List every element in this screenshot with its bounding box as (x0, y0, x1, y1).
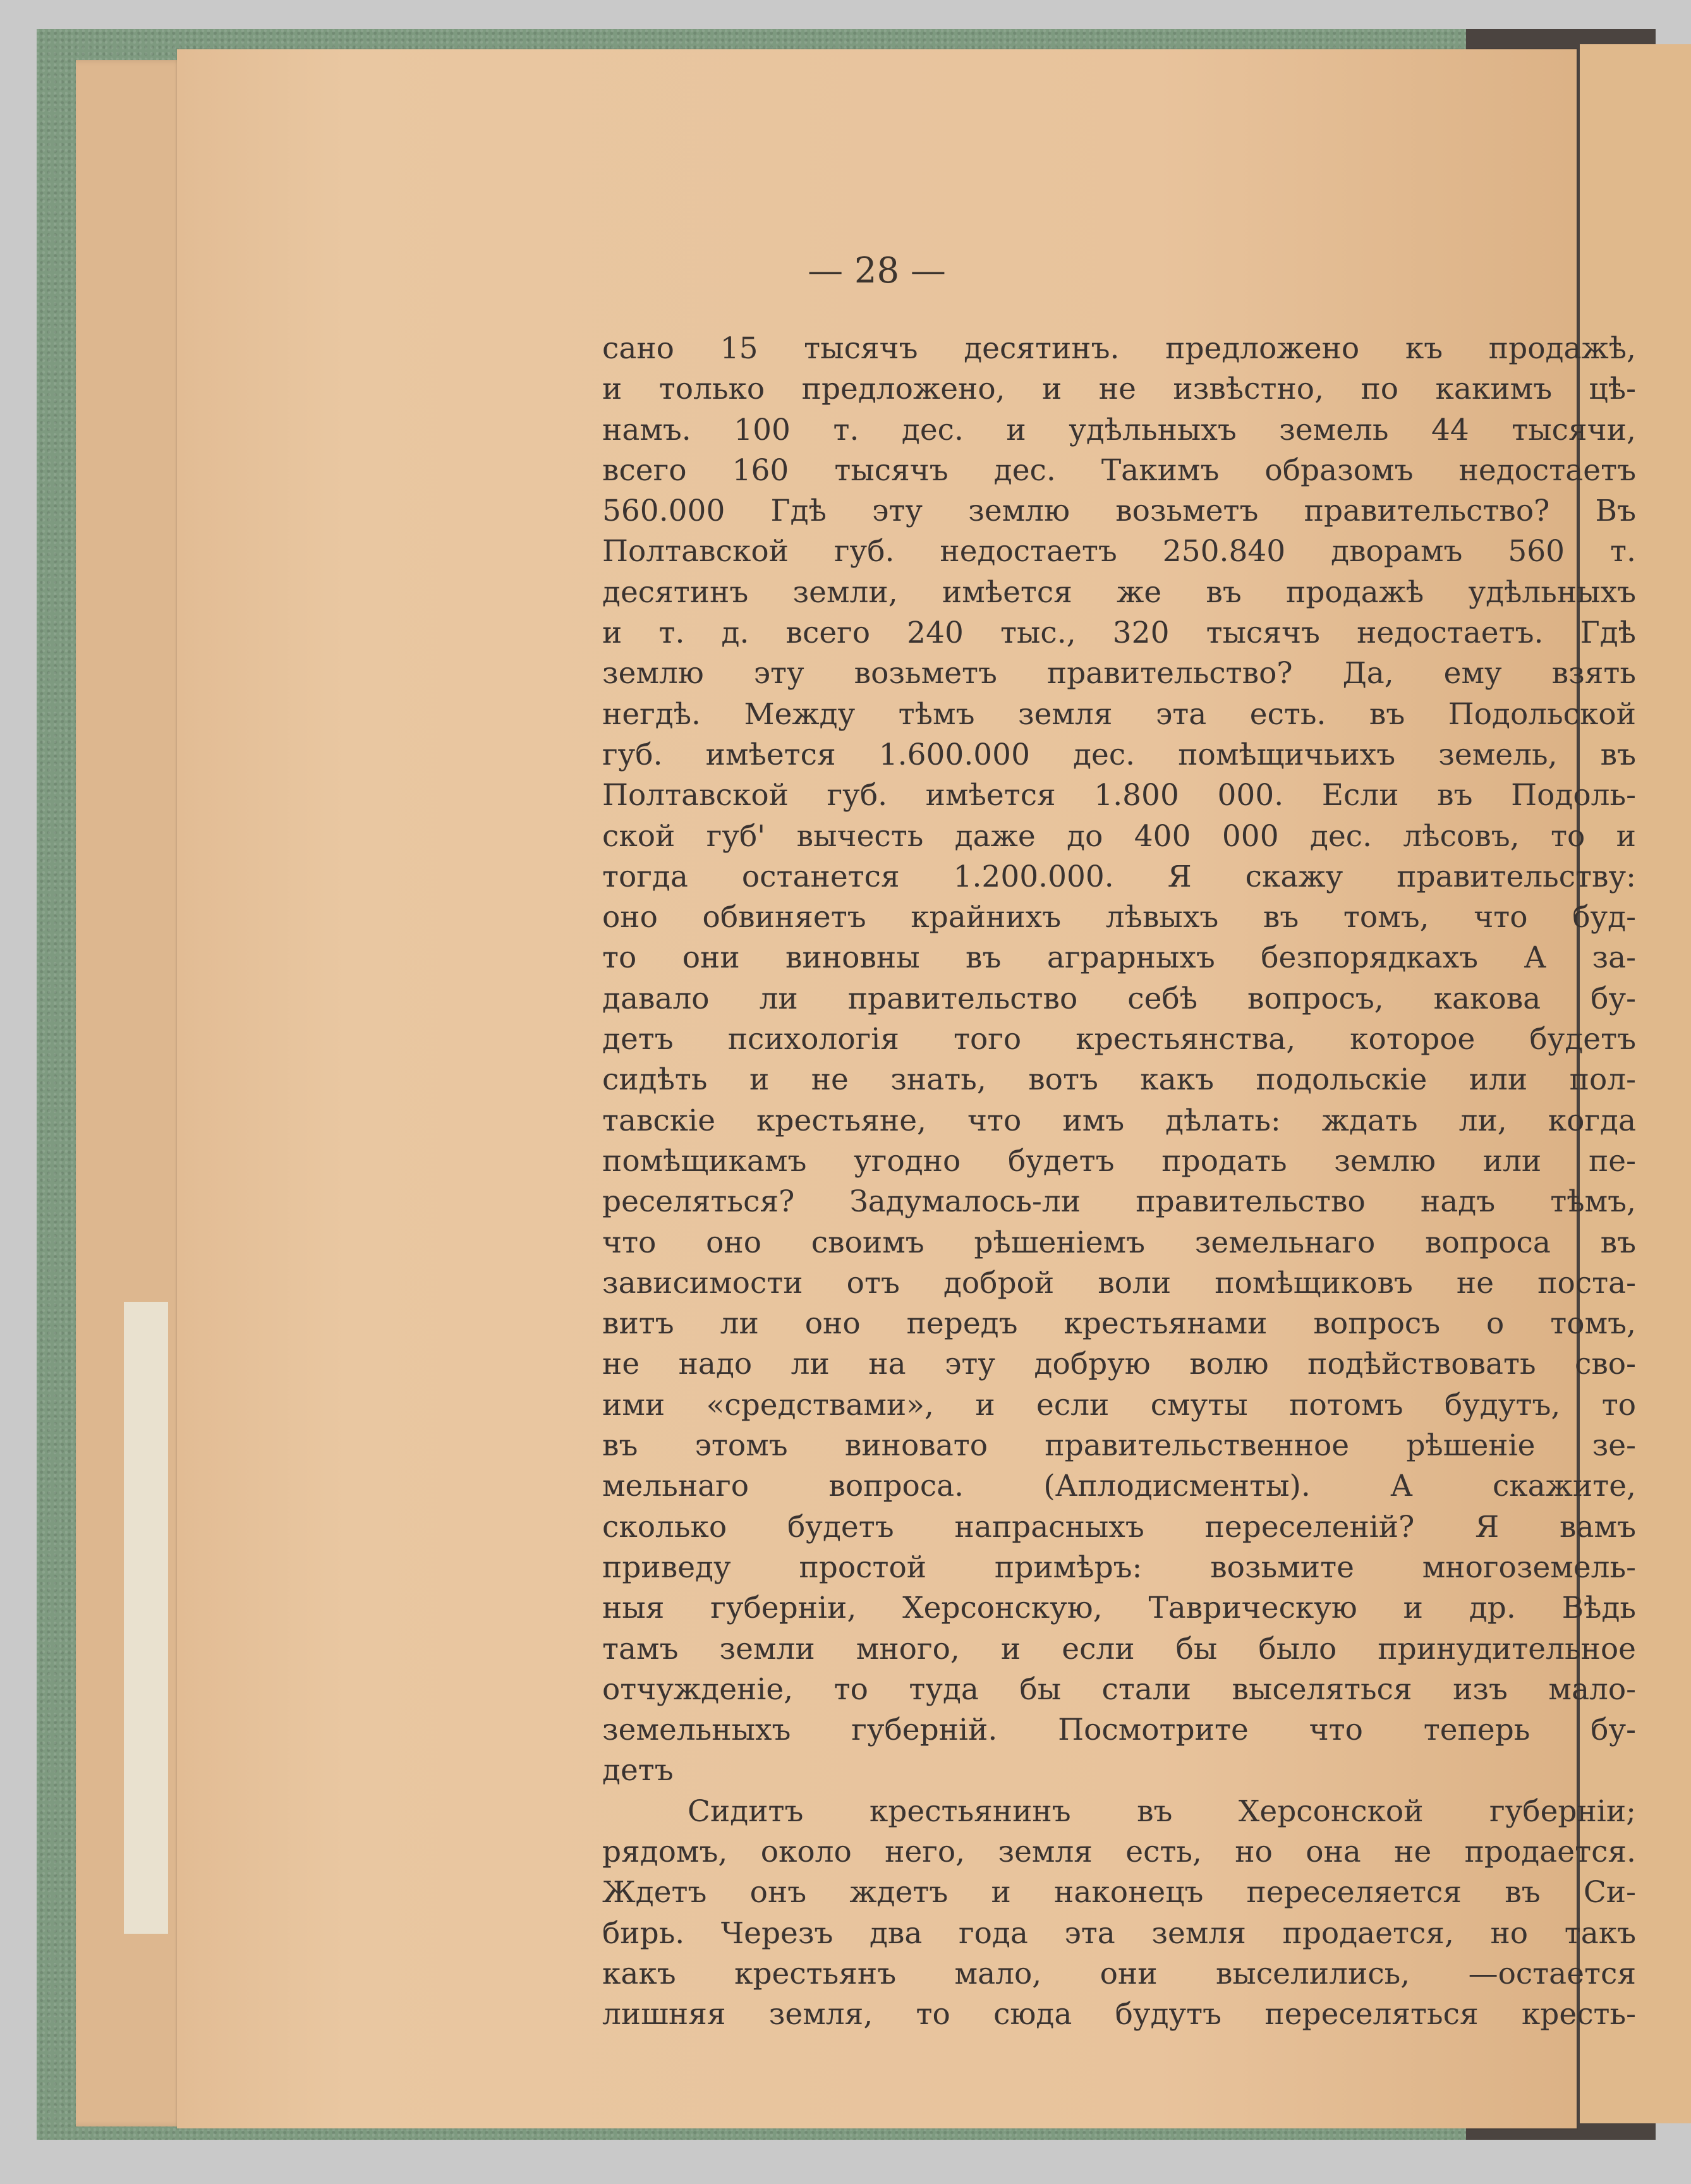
text-line: намъ. 100 т. дес. и удѣльныхъ земель 44 тысячи, (602, 412, 1636, 447)
text-line: бирь. Черезъ два года эта земля продается, но такъ (602, 1915, 1636, 1951)
text-line: 560.000 Гдѣ эту землю возьметъ правительство? Въ (602, 494, 1636, 529)
text-line: земельныхъ губерній. Посмотрите что теперь бу- (602, 1713, 1636, 1748)
text-line: сколько будетъ напрасныхъ переселеній? Я вамъ (602, 1509, 1636, 1544)
paragraph-start-line: Сидитъ крестьянинъ въ Херсонской губерніи; (688, 1793, 1636, 1829)
text-line: сидѣть и не знать, вотъ какъ подольскіе или пол- (602, 1062, 1636, 1098)
text-line: Полтавской губ. недостаетъ 250.840 дворамъ 560 т. (602, 534, 1636, 569)
text-line: ской губ' вычесть даже до 400 000 дес. лѣсовъ, то и (602, 818, 1636, 854)
text-line: оно обвиняетъ крайнихъ лѣвыхъ въ томъ, что буд- (602, 900, 1636, 935)
text-line: отчужденіе, то туда бы стали выселяться изъ мало- (602, 1671, 1636, 1707)
text-line: и т. д. всего 240 тыс., 320 тысячъ недостаетъ. Гдѣ (602, 616, 1636, 651)
text-line: мельнаго вопроса. (Аплодисменты). А скажите, (602, 1469, 1636, 1504)
text-line: ныя губерніи, Херсонскую, Таврическую и др. Вѣдь (602, 1591, 1636, 1626)
text-line: Ждетъ онъ ждетъ и наконецъ переселяется въ Си- (602, 1875, 1636, 1910)
text-line: не надо ли на эту добрую волю подѣйствовать сво- (602, 1347, 1636, 1382)
text-line: зависимости отъ доброй воли помѣщиковъ не поста- (602, 1265, 1636, 1301)
text-line: сано 15 тысячъ десятинъ. предложено къ продажѣ, (602, 331, 1636, 366)
text-line: то они виновны въ аграрныхъ безпорядкахъ А за- (602, 940, 1636, 976)
text-line: детъ (602, 1753, 674, 1788)
text-line: губ. имѣется 1.600.000 дес. помѣщичьихъ земель, въ (602, 737, 1636, 772)
text-line: помѣщикамъ угодно будетъ продать землю или пе- (602, 1143, 1636, 1179)
text-line: Полтавской губ. имѣется 1.800 000. Если въ Подоль- (602, 778, 1636, 813)
text-line: реселяться? Задумалось-ли правительство надъ тѣмъ, (602, 1184, 1636, 1220)
text-line: тогда останется 1.200.000. Я скажу правительству: (602, 859, 1636, 894)
body-text (602, 329, 1636, 2035)
text-line: тавскіе крестьяне, что имъ дѣлать: ждать ли, когда (602, 1103, 1636, 1138)
page-number: — 28 — (808, 250, 946, 291)
text-line: ими «средствами», и если смуты потомъ будутъ, то (602, 1387, 1636, 1423)
text-line: негдѣ. Между тѣмъ земля эта есть. въ Подольской (602, 696, 1636, 732)
text-line: детъ психологія того крестьянства, которое будетъ (602, 1022, 1636, 1057)
text-line: витъ ли оно передъ крестьянами вопросъ о томъ, (602, 1306, 1636, 1342)
text-line: всего 160 тысячъ дес. Такимъ образомъ недостаетъ (602, 452, 1636, 488)
text-line: десятинъ земли, имѣется же въ продажѣ удѣльныхъ (602, 574, 1636, 610)
text-line: землю эту возьметъ правительство? Да, ему взять (602, 656, 1636, 691)
text-line: какъ крестьянъ мало, они выселились, —остается (602, 1956, 1636, 1991)
book-page (177, 49, 1636, 2128)
text-line: приведу простой примѣръ: возьмите многоземель- (602, 1550, 1636, 1585)
text-line: тамъ земли много, и если бы было принудительное (602, 1631, 1636, 1666)
text-line: и только предложено, и не извѣстно, по какимъ цѣ- (602, 372, 1636, 407)
text-line: давало ли правительство себѣ вопросъ, какова бу- (602, 981, 1636, 1016)
text-line: лишняя земля, то сюда будутъ переселяться кресть- (602, 1997, 1636, 2032)
binding-paper-patch (124, 1302, 168, 1934)
text-line: въ этомъ виновато правительственное рѣшеніе зе- (602, 1428, 1636, 1464)
text-line: рядомъ, около него, земля есть, но она не продается. (602, 1834, 1636, 1869)
text-line: что оно своимъ рѣшеніемъ земельнаго вопроса въ (602, 1225, 1636, 1260)
